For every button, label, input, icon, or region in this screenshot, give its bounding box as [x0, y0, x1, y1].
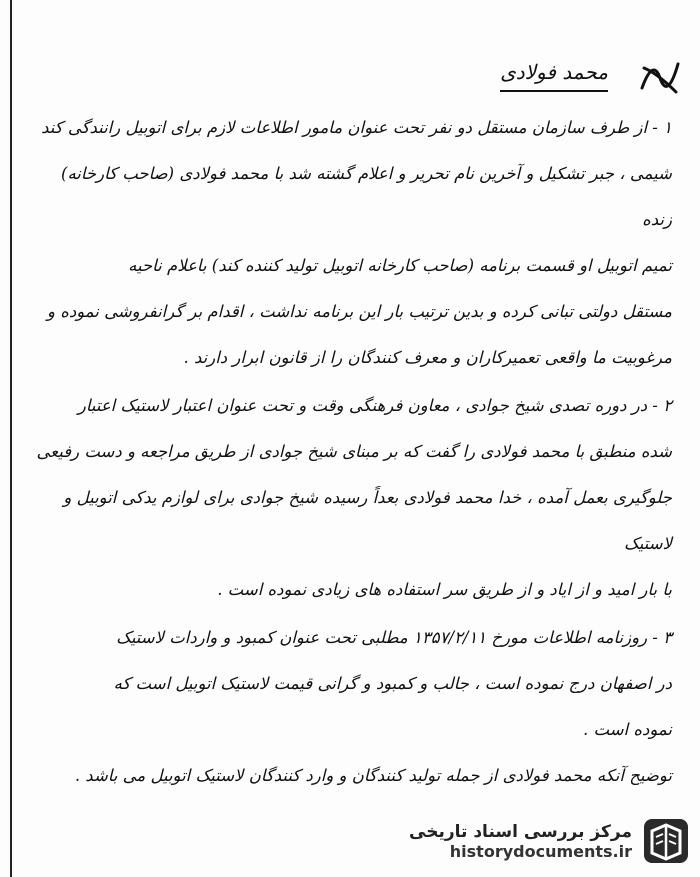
document-heading: محمد فولادی: [500, 60, 608, 92]
body-line-7: شده منطبق با محمد فولادی را گفت که بر مبنای شیخ جوادی از طریق مراجعه و دست رفیعی: [36, 442, 672, 461]
body-line-9: با بار امید و از ایاد و از طریق سر استفاده های زیادی نموده است .: [217, 580, 672, 599]
body-line-10: ۳ - روزنامه اطلاعات مورخ ۱۳۵۷/۲/۱۱ مطلبی تحت عنوان کمبود و واردات لاستیک: [116, 628, 672, 647]
archive-website-url: historydocuments.ir: [449, 841, 632, 861]
body-line-2: شیمی ، جبر تشکیل و آخرین نام تحریر و اعلام گشته شد با محمد فولادی (صاحب کارخانه) زنده: [61, 164, 672, 229]
body-line-4: مستقل دولتی تبانی کرده و بدین ترتیب بار این برنامه نداشت ، اقدام بر گرانفروشی نموده و: [46, 302, 672, 321]
archive-logo-icon: [642, 817, 690, 865]
hand-drawn-x-mark-icon: [640, 58, 680, 98]
body-line-12: نموده است .: [583, 720, 672, 739]
body-line-5: مرغوبیت ما واقعی تعمیرکاران و معرف کنندگان را از قانون ابرار دارند .: [183, 348, 672, 367]
document-body: [30, 105, 672, 787]
archive-center-name: مرکز بررسی اسناد تاریخی: [409, 821, 632, 842]
body-line-11: در اصفهان درج نموده است ، جالب و کمبود و گرانی قیمت لاستیک اتوبیل است که: [113, 674, 672, 693]
body-line-1: ۱ - از طرف سازمان مستقل دو نفر تحت عنوان مامور اطلاعات لازم برای اتوبیل رانندگی کند: [41, 118, 672, 137]
body-line-6: ۲ - در دوره تصدی شیخ جوادی ، معاون فرهنگی وقت و تحت عنوان اعتبار لاستیک اعتبار: [77, 396, 672, 415]
body-line-3: تمیم اتوبیل او قسمت برنامه (صاحب کارخانه اتوبیل تولید کننده کند) باعلام ناحیه: [128, 256, 672, 275]
body-line-8: جلوگیری بعمل آمده ، خدا محمد فولادی بعداً رسیده شیخ جوادی برای لوازم یدکی اتوبیل و لاستیک: [63, 488, 672, 553]
watermark-footer: [409, 817, 690, 865]
body-line-13: توضیح آنکه محمد فولادی از جمله تولید کنندگان و وارد کنندگان لاستیک اتوبیل می باشد .: [74, 766, 672, 785]
page-edge-line: [10, 0, 12, 877]
